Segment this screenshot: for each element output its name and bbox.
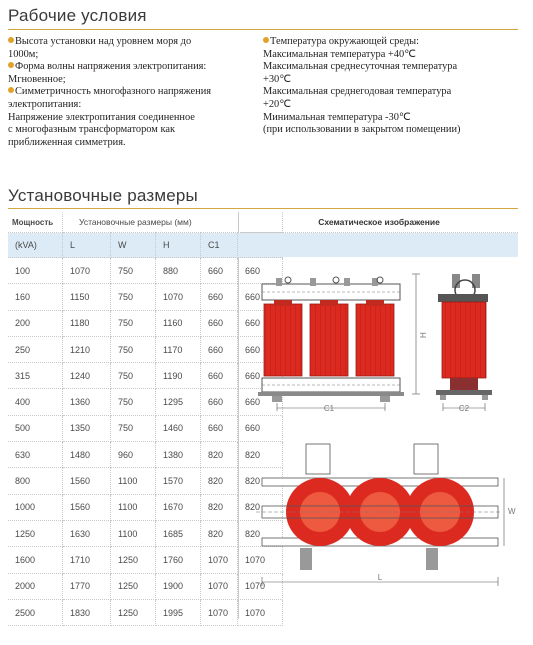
table-cell: 100 [8,258,63,284]
table-cell: 1360 [63,389,111,415]
dims-column-header: Установочные размеры (мм) [63,212,283,233]
table-cell: 820 [238,494,283,520]
table-cell: 1180 [63,310,111,336]
condition-text: Высота установки над уровнем моря до [15,36,192,47]
table-cell: 1250 [8,520,63,546]
table-cell: 1760 [156,547,201,573]
table-cell: 1070 [201,599,238,625]
section-divider [8,29,518,30]
table-cell: 630 [8,442,63,468]
section-divider [8,208,518,209]
table-cell: 200 [8,310,63,336]
conditions-right-column [263,36,528,137]
units-cell: (kVA) [8,233,63,258]
power-column-header: Мощность [8,212,63,233]
condition-line [8,124,260,137]
table-cell: 1070 [238,599,283,625]
table-cell: 660 [238,310,283,336]
table-cell: 750 [111,284,156,310]
table-cell: 160 [8,284,63,310]
condition-text: +20℃ [263,98,291,110]
bullet-icon [8,87,14,93]
table-cell: 1150 [63,284,111,310]
table-cell: 820 [238,442,283,468]
table-cell: 1170 [156,336,201,362]
table-cell: 1570 [156,468,201,494]
table-cell: 660 [238,415,283,441]
condition-line [8,49,260,62]
condition-line [263,86,528,99]
table-cell: 1630 [63,520,111,546]
condition-text: Максимальная среднесуточная температура [263,61,458,73]
condition-line [8,112,260,125]
condition-text: (при использовании в закрытом помещении) [263,124,461,136]
condition-text: Минимальная температура -30℃ [263,111,411,123]
table-cell: 1560 [63,468,111,494]
condition-text: Мгновенное; [8,73,66,85]
table-cell: 1480 [63,442,111,468]
table-cell: 1600 [8,547,63,573]
table-cell: 660 [201,389,238,415]
table-cell: 500 [8,415,63,441]
table-cell: 820 [238,520,283,546]
table-cell: 660 [201,284,238,310]
table-cell: 1670 [156,494,201,520]
condition-text: Напряжение электропитания соединенное [8,111,195,123]
table-cell: 1070 [156,284,201,310]
table-cell: 960 [111,442,156,468]
units-cell: C1 [201,233,238,258]
table-cell: 820 [201,442,238,468]
table-cell: 1250 [111,573,156,599]
table-cell: 1160 [156,310,201,336]
front-view [258,277,404,413]
condition-text: электропитания: [8,98,82,110]
table-cell: 1100 [111,520,156,546]
table-cell: 1995 [156,599,201,625]
table-cell: 750 [111,310,156,336]
condition-text: Симметричность многофазного напряжения [15,86,212,98]
schematic-header: Схематическое изображение [240,212,518,233]
condition-text: приближенная симметрия. [8,136,126,148]
table-cell: 1380 [156,442,201,468]
working-conditions-title: Рабочие условия [8,6,147,25]
table-cell: 820 [201,494,238,520]
units-cell: H [156,233,201,258]
units-cell: W [111,233,156,258]
dimension-l-label: L [377,573,383,582]
condition-text: +30℃ [263,73,291,85]
table-cell: 2000 [8,573,63,599]
table-cell: 1460 [156,415,201,441]
table-cell: 660 [238,363,283,389]
table-cell: 1100 [111,468,156,494]
table-cell: 880 [156,258,201,284]
table-cell: 750 [111,363,156,389]
table-cell: 750 [111,389,156,415]
table-cell: 660 [201,363,238,389]
side-view [412,274,492,413]
units-cell: L [63,233,111,258]
condition-line [8,86,260,99]
table-cell: 750 [111,415,156,441]
table-cell: 820 [201,468,238,494]
transformer-schematic [240,258,520,608]
condition-line [8,99,260,112]
bullet-icon [263,37,269,43]
condition-text: с многофазным трансформатором как [8,124,176,136]
condition-text: Максимальная температура +40℃ [263,48,416,60]
table-cell: 1770 [63,573,111,599]
table-cell: 1830 [63,599,111,625]
table-cell: 1070 [238,547,283,573]
condition-line [263,124,528,137]
table-cell: 660 [201,310,238,336]
condition-text: Максимальная среднегодовая температура [263,86,452,98]
table-cell: 660 [238,389,283,415]
condition-line [263,49,528,62]
table-cell: 1100 [111,494,156,520]
table-cell: 400 [8,389,63,415]
table-cell: 1250 [111,599,156,625]
table-cell: 1350 [63,415,111,441]
table-cell: 1295 [156,389,201,415]
table-cell: 1250 [111,547,156,573]
table-cell: 1070 [201,573,238,599]
condition-line [8,61,260,74]
table-cell: 1190 [156,363,201,389]
condition-line [8,36,260,49]
bullet-icon [8,62,14,68]
table-cell: 1900 [156,573,201,599]
schematic-header-band [240,233,518,257]
dimension-w-label: W [508,507,516,516]
top-view [256,444,516,586]
condition-line [263,99,528,112]
table-cell: 660 [201,336,238,362]
installation-dimensions-title: Установочные размеры [8,186,198,205]
condition-line [263,61,528,74]
table-cell: 250 [8,336,63,362]
condition-line [263,36,528,49]
table-cell: 315 [8,363,63,389]
conditions-left-column [8,36,260,149]
condition-text: Температура окружающей среды: [270,36,419,47]
table-cell: 1560 [63,494,111,520]
table-cell: 660 [201,415,238,441]
condition-line [8,137,260,150]
table-cell: 1000 [8,494,63,520]
table-cell: 1685 [156,520,201,546]
table-cell: 1710 [63,547,111,573]
table-cell: 660 [201,258,238,284]
table-cell: 660 [238,258,283,284]
table-cell: 2500 [8,599,63,625]
dimension-c2-label: C2 [458,404,470,413]
table-cell: 1070 [238,573,283,599]
condition-line [263,74,528,87]
table-cell: 1070 [63,258,111,284]
condition-text: 1000м; [8,48,39,60]
dimension-c1-label: C1 [323,404,335,413]
bullet-icon [8,37,14,43]
condition-text: Форма волны напряжения электропитания: [15,61,207,73]
table-cell: 660 [238,336,283,362]
table-cell: 1240 [63,363,111,389]
table-cell: 1210 [63,336,111,362]
table-cell: 1070 [201,547,238,573]
table-cell: 750 [111,258,156,284]
condition-line [263,112,528,125]
condition-line [8,74,260,87]
table-cell: 820 [238,468,283,494]
table-cell: 660 [238,284,283,310]
dimension-h-label: H [419,332,428,338]
table-cell: 800 [8,468,63,494]
table-cell: 820 [201,520,238,546]
table-cell: 750 [111,336,156,362]
